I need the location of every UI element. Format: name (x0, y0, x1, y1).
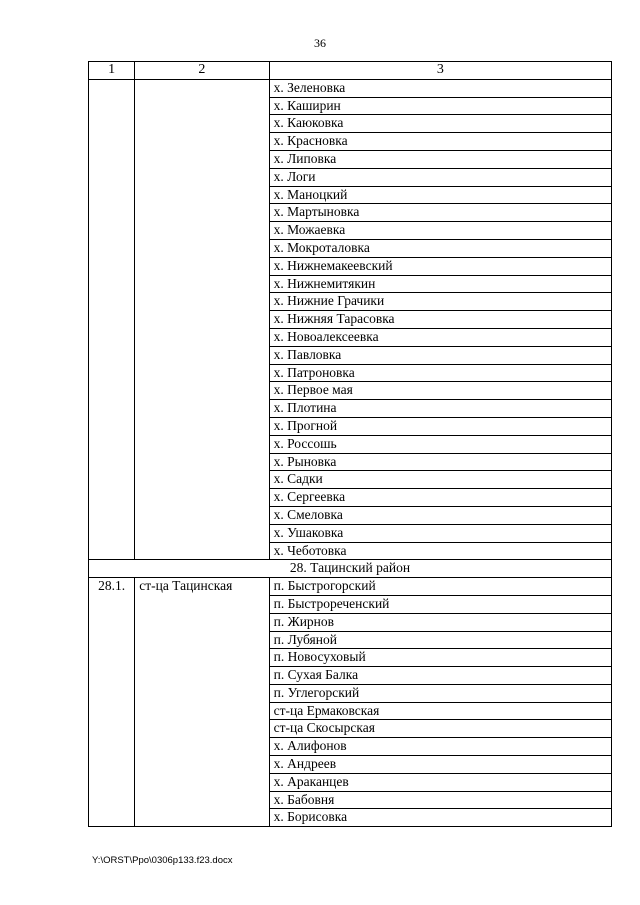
settlements-table (88, 61, 612, 827)
settlement-center-name: ст-ца Тацинская (135, 578, 269, 827)
settlement-cell: ст-ца Ермаковская (269, 702, 611, 720)
settlement-cell: х. Нижнемитякин (269, 275, 611, 293)
file-path-footer: Y:\ORST\Ppo\0306p133.f23.docx (92, 855, 233, 866)
settlement-cell: ст-ца Скосырская (269, 720, 611, 738)
settlement-cell: х. Прогной (269, 417, 611, 435)
settlement-cell: п. Быстрореченский (269, 595, 611, 613)
settlement-cell: х. Андреев (269, 756, 611, 774)
settlement-cell: х. Сергеевка (269, 489, 611, 507)
item-number: 28.1. (89, 578, 135, 827)
settlement-cell: х. Мокроталовка (269, 239, 611, 257)
page-number: 36 (314, 36, 326, 50)
settlement-cell: х. Красновка (269, 133, 611, 151)
settlement-cell: х. Павловка (269, 346, 611, 364)
settlement-cell: х. Маноцкий (269, 186, 611, 204)
settlement-cell: х. Араканцев (269, 773, 611, 791)
settlement-cell: х. Бабовня (269, 791, 611, 809)
header-col-1: 1 (89, 62, 135, 80)
section-title-row (89, 560, 612, 578)
settlement-cell: п. Жирнов (269, 613, 611, 631)
settlement-cell: х. Плотина (269, 400, 611, 418)
settlement-cell: п. Сухая Балка (269, 667, 611, 685)
settlement-cell: х. Нижнемакеевский (269, 257, 611, 275)
settlement-cell: х. Липовка (269, 150, 611, 168)
settlement-cell: х. Нижняя Тарасовка (269, 311, 611, 329)
settlement-cell: х. Чеботовка (269, 542, 611, 560)
header-col-3: 3 (269, 62, 611, 80)
settlement-cell: х. Можаевка (269, 222, 611, 240)
settlement-cell: х. Патроновка (269, 364, 611, 382)
settlement-cell: х. Каюковка (269, 115, 611, 133)
settlement-cell: п. Лубяной (269, 631, 611, 649)
settlement-cell: х. Рыновка (269, 453, 611, 471)
settlement-cell: х. Борисовка (269, 809, 611, 827)
settlement-cell: х. Зеленовка (269, 79, 611, 97)
header-col-2: 2 (135, 62, 269, 80)
settlement-cell: п. Углегорский (269, 684, 611, 702)
empty-name-cell (135, 79, 269, 560)
settlement-cell: п. Быстрогорский (269, 578, 611, 596)
settlement-cell: х. Алифонов (269, 738, 611, 756)
settlement-cell: х. Россошь (269, 435, 611, 453)
table-header-row (89, 62, 612, 80)
district-title: 28. Тацинский район (89, 560, 612, 578)
settlement-cell: х. Первое мая (269, 382, 611, 400)
settlement-cell: х. Ушаковка (269, 524, 611, 542)
settlement-cell: х. Нижние Грачики (269, 293, 611, 311)
table-row (89, 578, 612, 596)
settlement-cell: п. Новосуховый (269, 649, 611, 667)
settlement-cell: х. Смеловка (269, 506, 611, 524)
settlement-cell: х. Каширин (269, 97, 611, 115)
empty-number-cell (89, 79, 135, 560)
settlement-cell: х. Новоалексеевка (269, 328, 611, 346)
settlement-cell: х. Садки (269, 471, 611, 489)
table-row (89, 79, 612, 97)
settlement-cell: х. Логи (269, 168, 611, 186)
settlement-cell: х. Мартыновка (269, 204, 611, 222)
